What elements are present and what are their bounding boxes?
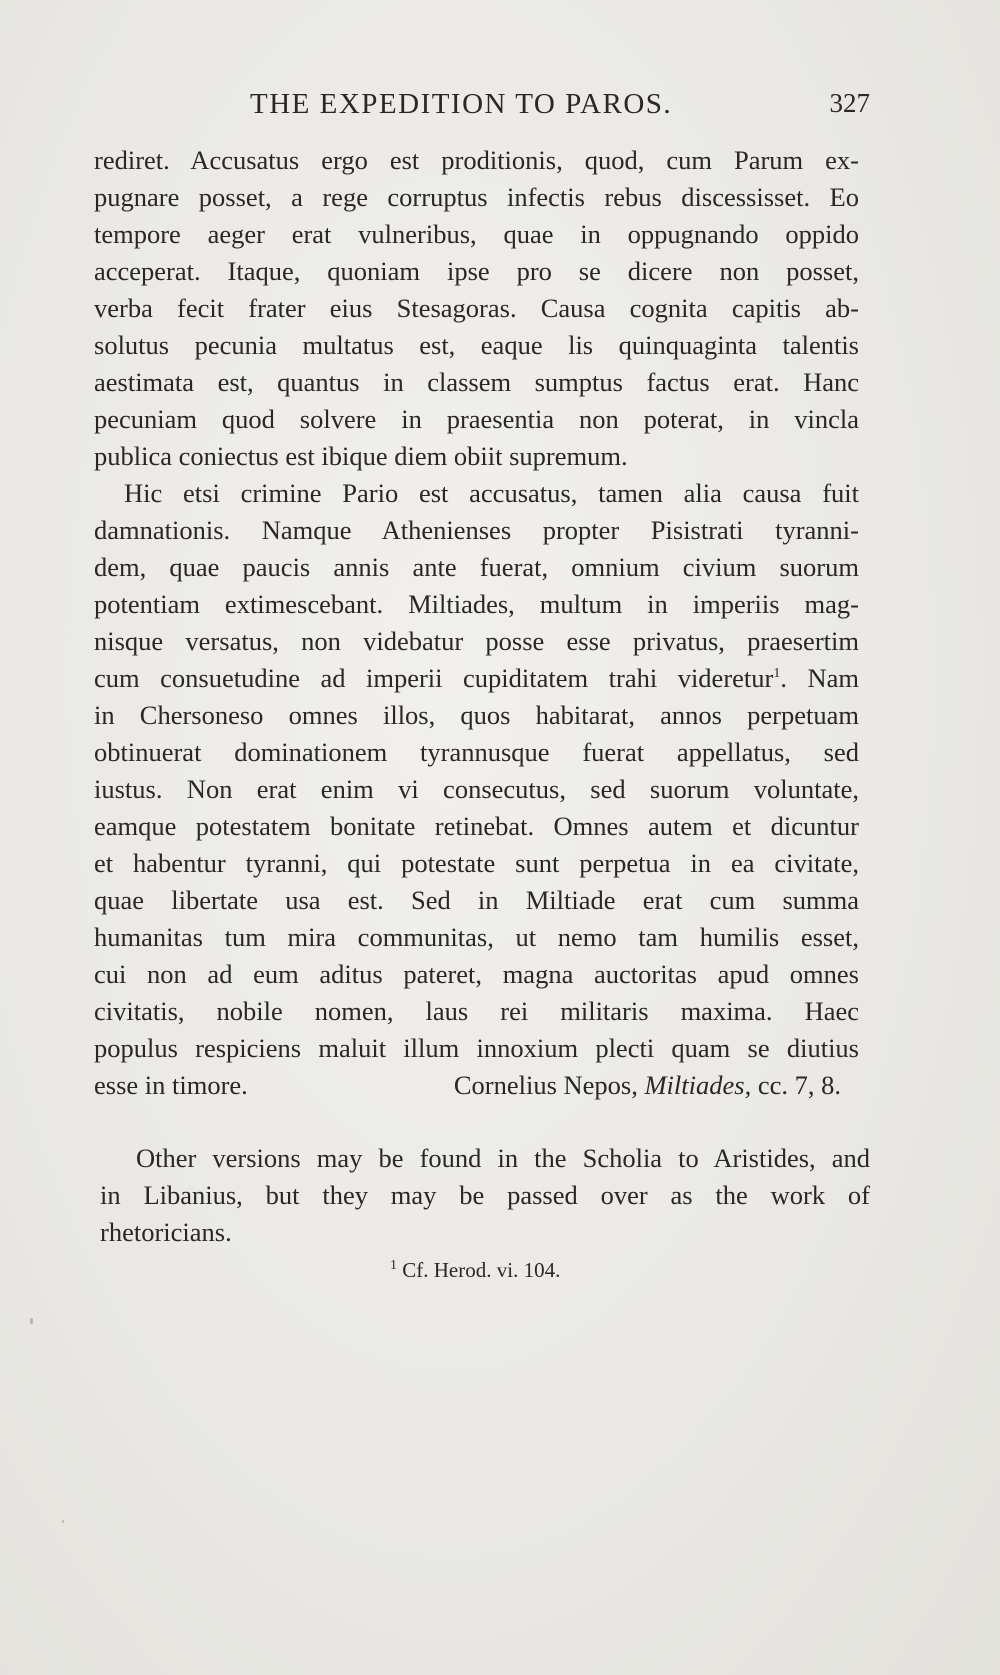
text-line: dem, quae paucis annis ante fuerat, omnium civium suorum <box>94 552 859 582</box>
running-title: THE EXPEDITION TO PAROS. <box>250 88 673 120</box>
footnote <box>390 1258 560 1283</box>
text-fragment: cum consuetudine ad imperii cupiditatem trahi videretur <box>94 663 774 693</box>
citation-author: Cornelius Nepos, <box>453 1070 638 1100</box>
paper-speck <box>62 1520 64 1523</box>
text-line: humanitas tum mira communitas, ut nemo tam humilis esset, <box>94 922 859 952</box>
footnote-text: Cf. Herod. vi. 104. <box>402 1258 561 1282</box>
text-line: publica coniectus est ibique diem obiit supremum. <box>94 441 628 471</box>
source-citation <box>454 1067 859 1104</box>
text-line: obtinuerat dominationem tyrannusque fuerat appellatus, sed <box>94 737 859 767</box>
text-line: civitatis, nobile nomen, laus rei militaris maxima. Haec <box>94 996 859 1026</box>
text-line: Other versions may be found in the Scholia to Aristides, and <box>136 1143 870 1173</box>
citation-line <box>94 1067 859 1104</box>
text-line: et habentur tyranni, qui potestate sunt perpetua in ea civitate, <box>94 848 859 878</box>
footnote-reference: 1 <box>773 666 781 682</box>
latin-paragraph-2 <box>94 475 859 1104</box>
text-fragment: . Nam <box>780 663 860 693</box>
text-line: iustus. Non erat enim vi consecutus, sed suorum voluntate, <box>94 774 859 804</box>
citation-work: Miltiades, <box>644 1070 752 1100</box>
text-line: acceperat. Itaque, quoniam ipse pro se dicere non posset, <box>94 256 859 286</box>
text-line: in Libanius, but they may be passed over as the work of <box>100 1180 870 1210</box>
text-line: esse in timore. <box>94 1070 248 1100</box>
citation-reference: cc. 7, 8. <box>757 1070 841 1100</box>
text-line: nisque versatus, non videbatur posse esse privatus, praesertim <box>94 626 859 656</box>
latin-passage <box>94 142 859 1104</box>
text-line: pugnare posset, a rege corruptus infectis rebus discessisset. Eo <box>94 182 859 212</box>
footnote-marker: 1 <box>390 1258 397 1273</box>
text-line: solutus pecunia multatus est, eaque lis quinquaginta talentis <box>94 330 859 360</box>
text-line: tempore aeger erat vulneribus, quae in oppugnando oppido <box>94 219 859 249</box>
paper-speck <box>30 1318 33 1324</box>
text-line: pecuniam quod solvere in praesentia non poterat, in vincla <box>94 404 859 434</box>
latin-paragraph-1 <box>94 142 859 475</box>
text-line: rhetoricians. <box>100 1217 232 1247</box>
text-line: Hic etsi crimine Pario est accusatus, tamen alia causa fuit <box>124 478 859 508</box>
text-line: eamque potestatem bonitate retinebat. Omnes autem et dicuntur <box>94 811 859 841</box>
english-note <box>100 1140 870 1251</box>
text-line: in Chersoneso omnes illos, quos habitarat, annos perpetuam <box>94 700 859 730</box>
text-line: potentiam extimescebant. Miltiades, multum in imperiis mag- <box>94 589 859 619</box>
text-line: cui non ad eum aditus pateret, magna auctoritas apud omnes <box>94 959 859 989</box>
text-line: damnationis. Namque Athenienses propter Pisistrati tyranni- <box>94 515 859 545</box>
running-head <box>100 88 870 128</box>
text-line: quae libertate usa est. Sed in Miltiade erat cum summa <box>94 885 859 915</box>
text-line: verba fecit frater eius Stesagoras. Causa cognita capitis ab- <box>94 293 859 323</box>
text-line-with-note <box>94 660 859 697</box>
text-line: aestimata est, quantus in classem sumptus factus erat. Hanc <box>94 367 859 397</box>
page-number: 327 <box>829 88 870 118</box>
text-line: rediret. Accusatus ergo est proditionis, quod, cum Parum ex- <box>94 145 859 175</box>
text-line: populus respiciens maluit illum innoxium plecti quam se diutius <box>94 1033 859 1063</box>
